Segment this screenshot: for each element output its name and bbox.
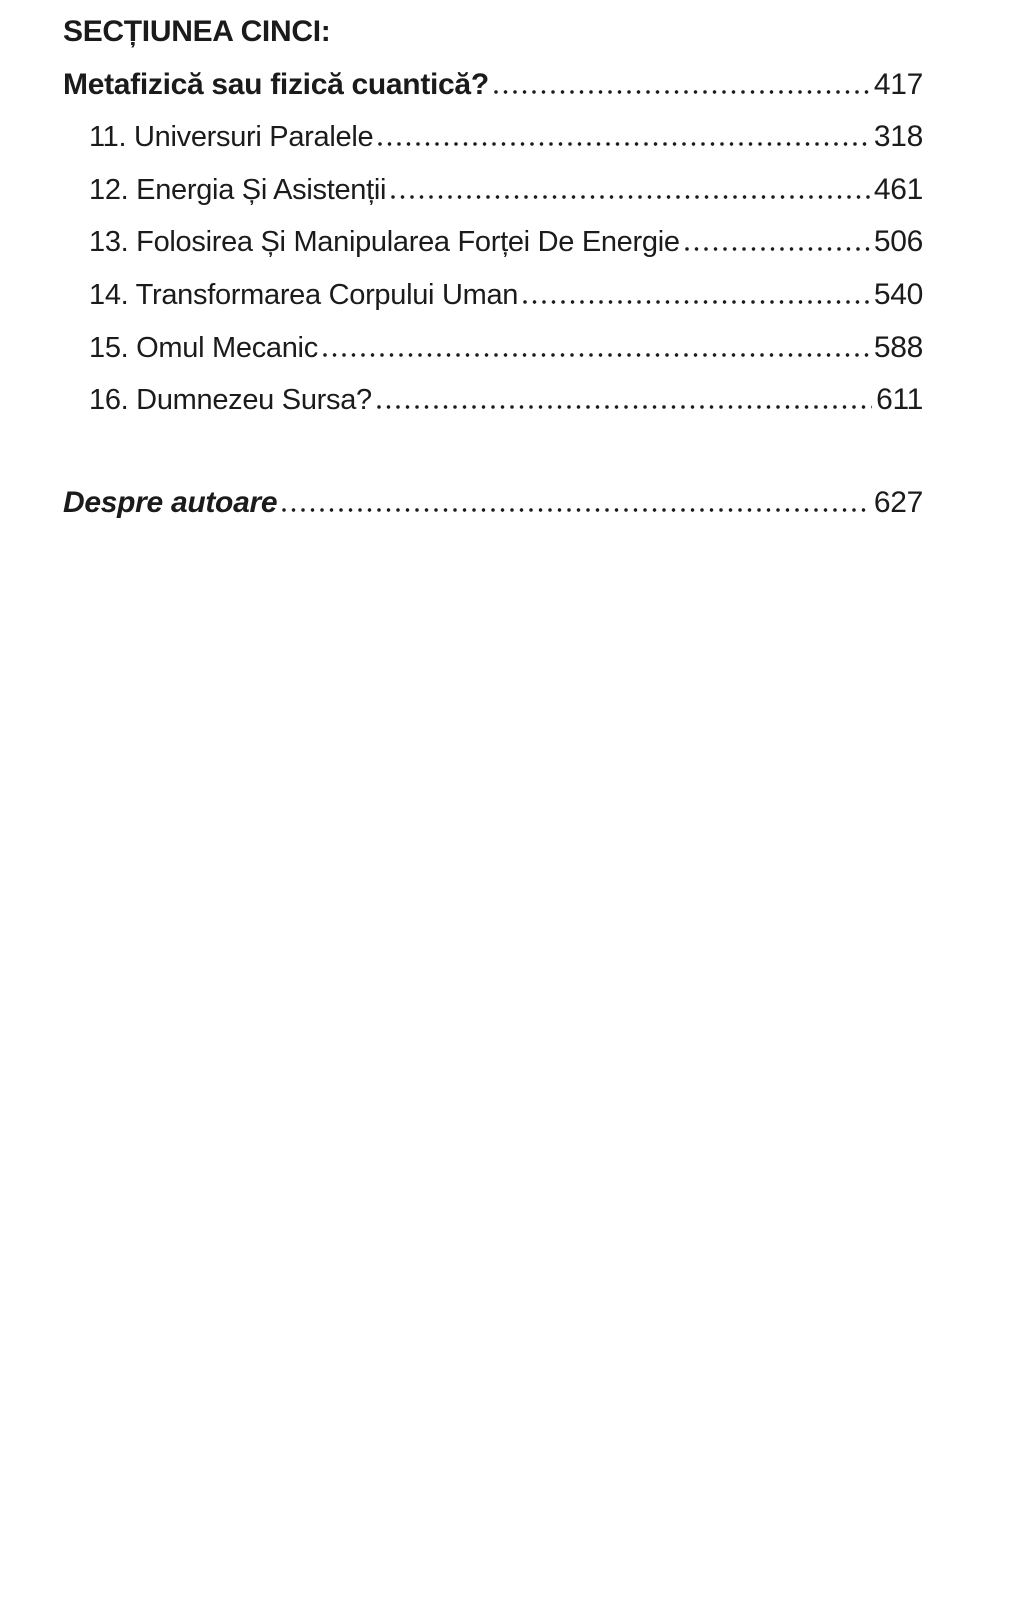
toc-entry-title: 15. Omul Mecanic xyxy=(89,331,318,364)
toc-entry-page: 611 xyxy=(876,383,923,417)
section-label-row xyxy=(63,6,923,59)
section-label: SECȚIUNEA CINCI: xyxy=(63,15,331,48)
toc-entry-chapter-16 xyxy=(63,374,923,427)
toc-entry-title: 14. Transformarea Corpului Uman xyxy=(89,278,519,311)
toc-entry-chapter-15 xyxy=(63,322,923,375)
toc-entry-page: 627 xyxy=(873,485,923,519)
toc-entry-chapter-14 xyxy=(63,269,923,322)
toc-entry-chapter-11 xyxy=(63,111,923,164)
dot-leader xyxy=(391,195,870,199)
dot-leader xyxy=(494,90,870,94)
toc-entry-title: Despre autoare xyxy=(63,485,278,519)
toc-entry-page: 318 xyxy=(873,120,923,154)
toc-entry-title: 12. Energia Și Asistenții xyxy=(89,173,387,206)
toc-entry-page: 417 xyxy=(873,67,923,101)
toc-entry-page: 461 xyxy=(873,172,923,206)
toc-entry-chapter-12 xyxy=(63,164,923,217)
dot-leader xyxy=(523,300,870,304)
dot-leader xyxy=(377,405,872,409)
dot-leader xyxy=(323,353,870,357)
toc-entry-page: 506 xyxy=(873,225,923,259)
toc-entry-title: 16. Dumnezeu Sursa? xyxy=(89,384,372,417)
toc-entry-about-author xyxy=(63,477,923,530)
toc-entry-page: 588 xyxy=(873,330,923,364)
toc-entry-chapter-13 xyxy=(63,216,923,269)
dot-leader xyxy=(282,508,870,512)
toc-entry-title: 11. Universuri Paralele xyxy=(89,121,374,154)
dot-leader xyxy=(378,142,870,146)
toc-entry-section xyxy=(63,59,923,112)
dot-leader xyxy=(685,247,870,251)
toc-entry-title: 13. Folosirea Și Manipularea Forței De Energie xyxy=(89,226,680,259)
toc-entry-page: 540 xyxy=(873,277,923,311)
toc-entry-title: Metafizică sau fizică cuantică? xyxy=(63,67,489,101)
